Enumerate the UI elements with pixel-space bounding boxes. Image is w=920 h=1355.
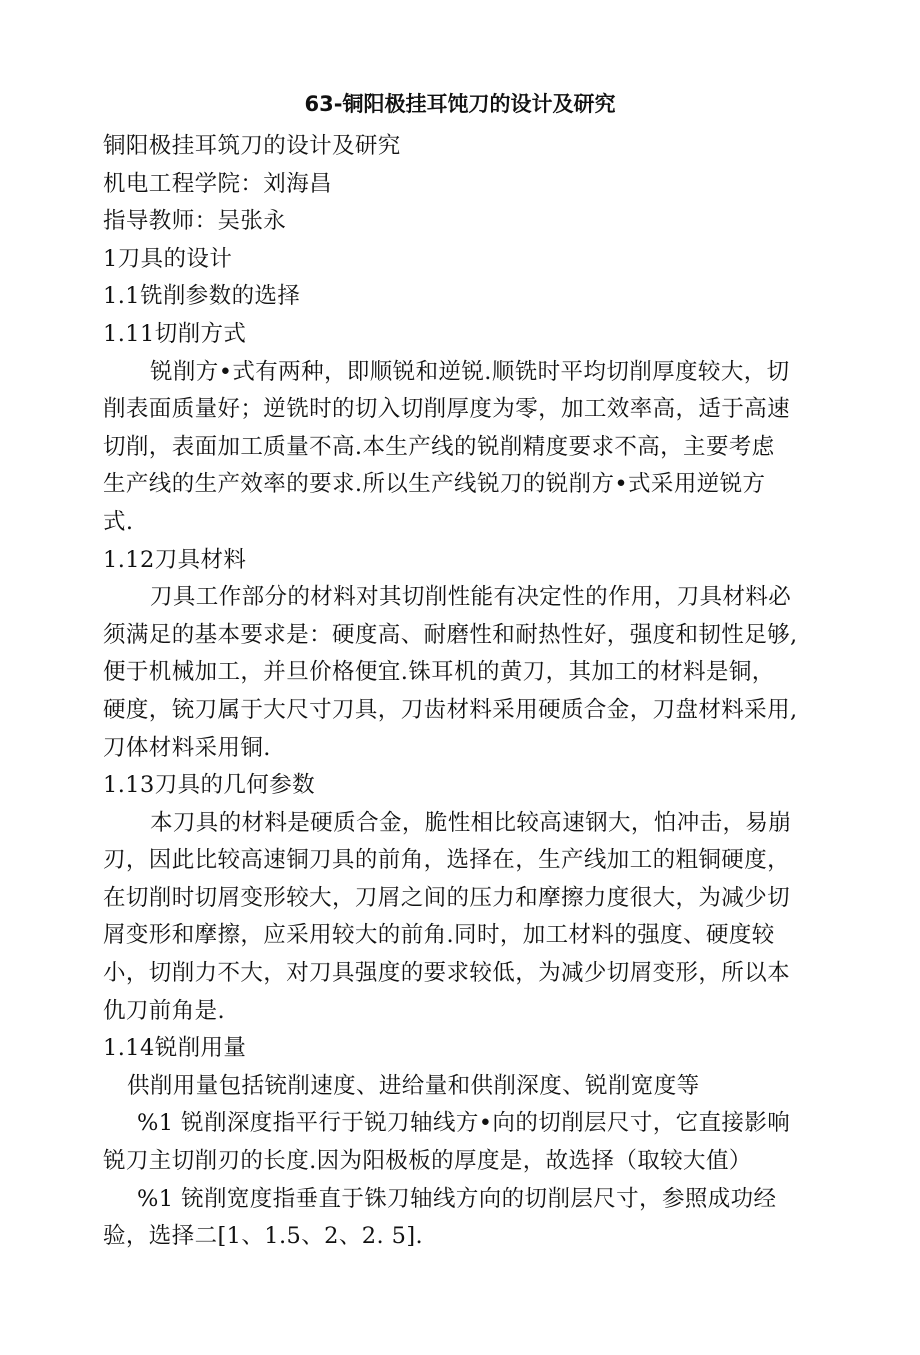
text-line: 验，选择二[1、1.5、2、2. 5]. [103, 1223, 424, 1250]
text-line: 屑变形和摩擦，应采用较大的前角.同时，加工材料的强度、硬度较 [103, 922, 775, 949]
text-line: 在切削时切屑变形较大，刀屑之间的压力和摩擦力度很大，为减少切 [103, 884, 791, 911]
text-line: 1.14锐削用量 [103, 1035, 247, 1062]
text-line: 1.1铣削参数的选择 [103, 283, 301, 310]
text-line: 锐刀主切削刃的长度.因为阳极板的厚度是，故选择（取较大值） [103, 1148, 752, 1175]
text-line: 硬度，铳刀属于大尺寸刀具，刀齿材料采用硬质合金，刀盘材料采用, [103, 696, 798, 723]
text-line: 1.13刀具的几何参数 [103, 772, 315, 799]
text-line: 机电工程学院：刘海昌 [103, 170, 333, 197]
text-line: %1 锐削深度指平行于锐刀轴线方•向的切削层尺寸，它直接影响 [137, 1110, 791, 1137]
text-line: 供削用量包括铳削速度、进给量和供削深度、锐削宽度等 [127, 1072, 700, 1099]
text-line: 本刀具的材料是硬质合金，脆性相比较高速钢大，怕冲击，易崩 [150, 809, 792, 836]
text-line: 铜阳极挂耳筑刀的设计及研究 [103, 133, 401, 159]
text-line: 1刀具的设计 [103, 245, 233, 272]
text-line: 生产线的生产效率的要求.所以生产线锐刀的锐削方•式采用逆锐方 [103, 471, 766, 498]
text-line: 刃，因此比较高速铜刀具的前角，选择在，生产线加工的粗铜硬度， [103, 847, 791, 874]
text-line: 仇刀前角是. [103, 997, 226, 1024]
document-title: 63-铜阳极挂耳饨刀的设计及研究 [304, 92, 616, 116]
text-line: 式. [103, 508, 134, 535]
text-line: 切削，表面加工质量不高.本生产线的锐削精度要求不高，主要考虑 [103, 433, 775, 460]
document-body [103, 128, 823, 1256]
text-line: 1.12刀具材料 [103, 546, 247, 573]
text-line: 1.11切削方式 [103, 320, 247, 347]
text-line: 便于机械加工，并旦价格便宜.铢耳机的黄刀，其加工的材料是铜， [103, 659, 775, 686]
text-line: 锐削方•式有两种，即顺锐和逆锐.顺铣时平均切削厚度较大，切 [150, 358, 790, 385]
text-line: 刀体材料采用铜. [103, 734, 271, 761]
text-line: 指导教师：吴张永 [103, 208, 287, 235]
text-line: %1 铳削宽度指垂直于铢刀轴线方向的切削层尺寸，参照成功经 [137, 1185, 777, 1212]
text-line: 须满足的基本要求是：硬度高、耐磨性和耐热性好，强度和韧性足够, [103, 621, 798, 648]
text-line: 削表面质量好；逆铣时的切入切削厚度为零，加工效率高，适于高速 [103, 396, 791, 423]
text-line: 小，切削力不大，对刀具强度的要求较低，为减少切屑变形，所以本 [103, 960, 791, 987]
text-line: 刀具工作部分的材料对其切削性能有决定性的作用，刀具材料必 [150, 584, 792, 611]
